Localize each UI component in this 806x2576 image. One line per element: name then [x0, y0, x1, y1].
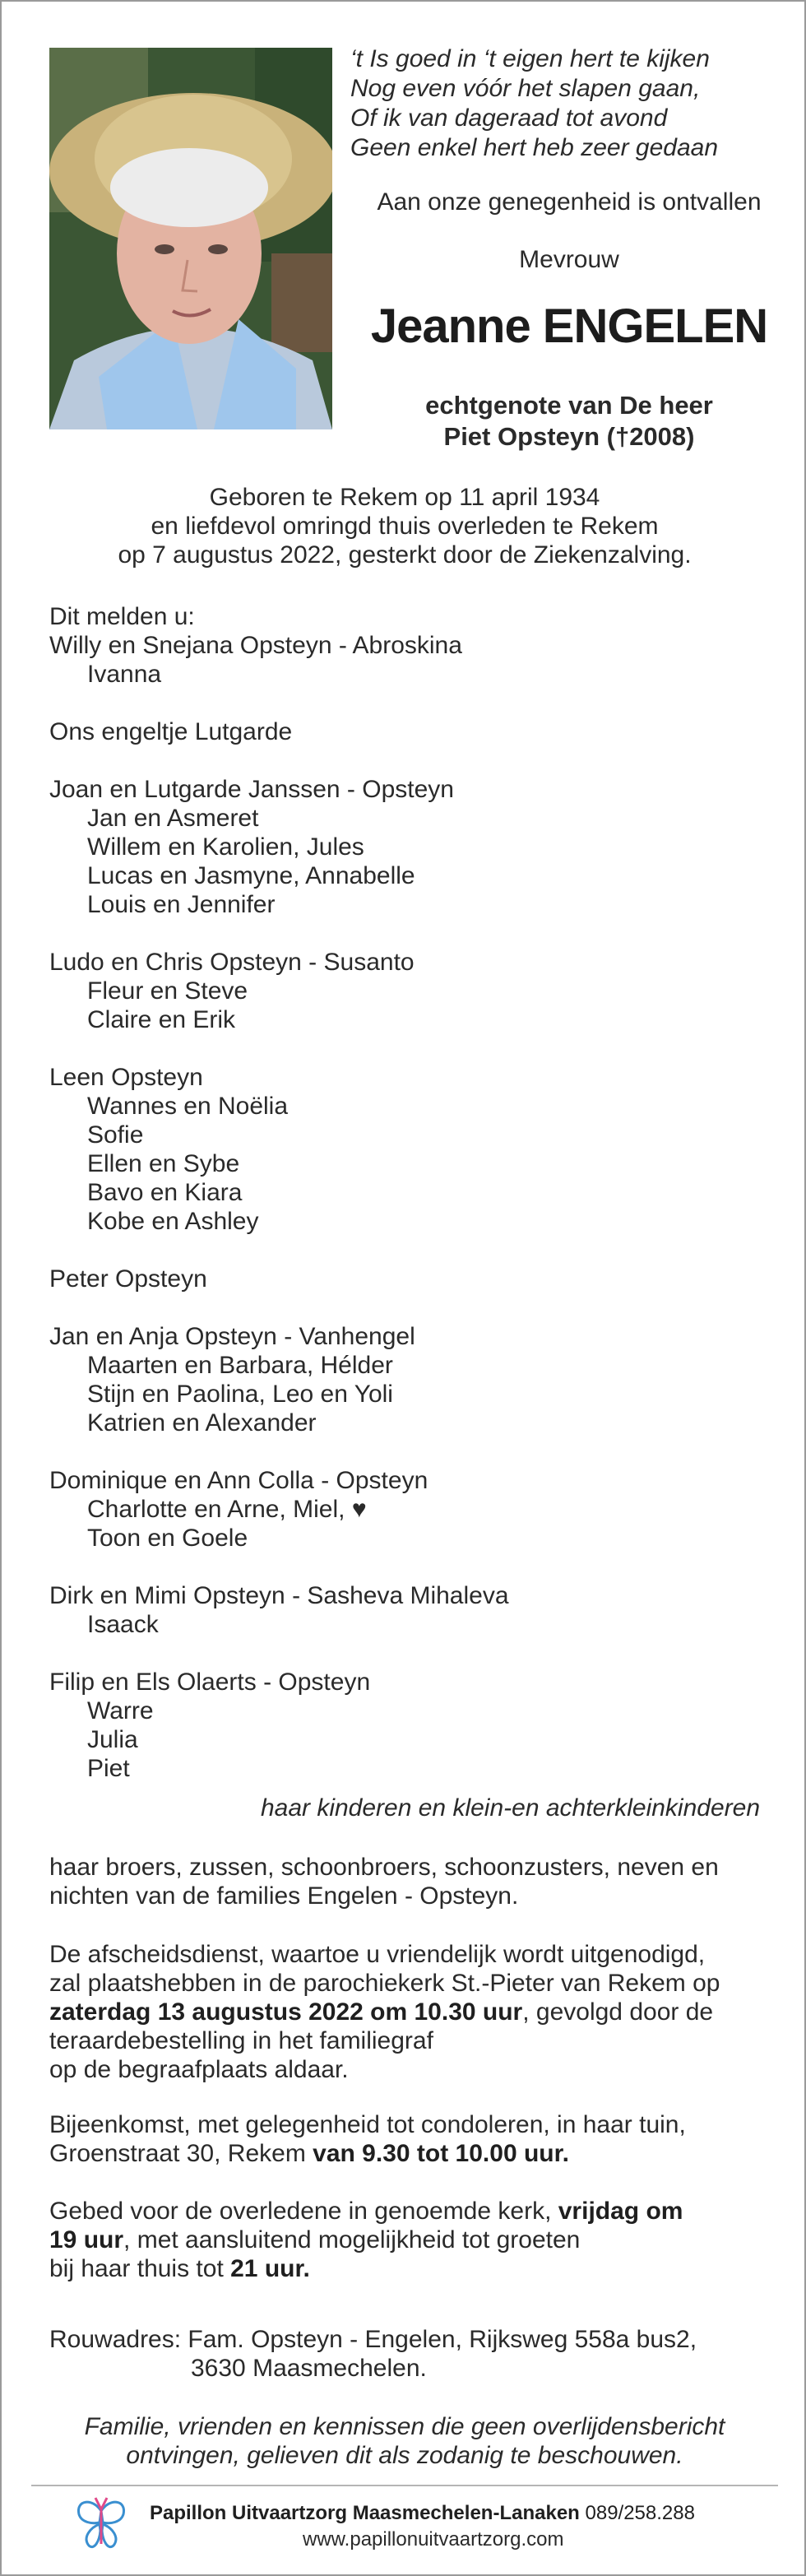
family-member: Warre: [87, 1697, 154, 1724]
spouse-info: [350, 390, 788, 453]
honorific: Mevrouw: [519, 246, 619, 273]
funeral-home-phone: 089/258.288: [585, 2502, 695, 2524]
service-line: De afscheidsdienst, waartoe u vriendelijk wordt uitgenodigd,: [49, 1941, 706, 1968]
family-member: Isaack: [87, 1611, 159, 1638]
final-line: ontvingen, gelieven dit als zodanig te beschouwen.: [126, 2442, 683, 2469]
family-member: Bavo en Kiara: [87, 1179, 243, 1206]
service-line: zal plaatshebben in de parochiekerk St.-Pieter van Rekem op: [49, 1970, 720, 1997]
family-head: Dominique en Ann Colla - Opsteyn: [49, 1467, 428, 1494]
family-head: Leen Opsteyn: [49, 1064, 203, 1091]
funeral-home-website[interactable]: www.papillonuitvaartzorg.com: [303, 2528, 564, 2550]
family-head: Jan en Anja Opsteyn - Vanhengel: [49, 1323, 415, 1350]
family-head: Ludo en Chris Opsteyn - Susanto: [49, 949, 415, 976]
closing-line: haar kinderen en klein-en achterkleinkinderen: [260, 1794, 760, 1822]
portrait-photo: [49, 48, 332, 429]
service-date: zaterdag 13 augustus 2022 om 10.30 uur: [49, 1998, 523, 2026]
family-member: Piet: [87, 1755, 130, 1782]
funeral-home-name: Papillon Uitvaartzorg Maasmechelen-Lanaken: [150, 2502, 580, 2524]
family-member: Louis en Jennifer: [87, 891, 276, 918]
final-notice: [2, 2412, 806, 2470]
spouse-line: Piet Opsteyn (†2008): [443, 422, 695, 451]
relatives-paragraph: [49, 1853, 773, 1910]
birth-line: op 7 augustus 2022, gesterkt door de Ziekenzalving.: [118, 541, 692, 569]
final-line: Familie, vrienden en kennissen die geen overlijdensbericht: [84, 2413, 725, 2440]
address-line: Rouwadres: Fam. Opsteyn - Engelen, Rijksweg 558a bus2,: [49, 2326, 697, 2353]
gathering-line: Groenstraat 30, Rekem van 9.30 tot 10.00 uur.: [49, 2140, 569, 2167]
family-member: Fleur en Steve: [87, 977, 248, 1005]
family-list: [49, 602, 773, 1783]
poem-line: Of ik van dageraad tot avond: [350, 104, 668, 132]
poem: [350, 44, 718, 163]
poem-line: ‘t Is goed in ‘t eigen hert te kijken: [350, 45, 710, 72]
family-member: Sofie: [87, 1121, 144, 1149]
family-member: Ivanna: [87, 661, 162, 688]
announcement: Aan onze genegenheid is ontvallen: [377, 188, 762, 216]
family-member: Lucas en Jasmyne, Annabelle: [87, 862, 415, 889]
family-member: Toon en Goele: [87, 1525, 248, 1552]
prayer-line: bij haar thuis tot 21 uur.: [49, 2255, 310, 2282]
family-head: Ons engeltje Lutgarde: [49, 718, 293, 745]
prayer-paragraph: [49, 2197, 773, 2283]
family-member: Maarten en Barbara, Hélder: [87, 1352, 393, 1379]
gathering-line: Bijeenkomst, met gelegenheid tot condoleren, in haar tuin,: [49, 2111, 686, 2138]
gathering-time: van 9.30 tot 10.00 uur.: [313, 2140, 569, 2167]
family-member: Claire en Erik: [87, 1006, 236, 1033]
service-line: teraardebestelling in het familiegraf: [49, 2027, 433, 2054]
family-member: Willem en Karolien, Jules: [87, 833, 364, 861]
poem-line: Nog even vóór het slapen gaan,: [350, 75, 701, 102]
family-member: Kobe en Ashley: [87, 1208, 259, 1235]
family-member: Wannes en Noëlia: [87, 1093, 289, 1120]
footer-divider: [31, 2485, 778, 2486]
family-member: Stijn en Paolina, Leo en Yoli: [87, 1381, 393, 1408]
birth-line: en liefdevol omringd thuis overleden te Rekem: [151, 513, 659, 540]
prayer-line: Gebed voor de overledene in genoemde kerk, vrijdag om: [49, 2198, 683, 2225]
family-head: Dirk en Mimi Opsteyn - Sasheva Mihaleva: [49, 1582, 509, 1609]
service-line: zaterdag 13 augustus 2022 om 10.30 uur, gevolgd door de: [49, 1998, 714, 2026]
portrait-image: [49, 48, 332, 429]
address-paragraph: [49, 2325, 773, 2383]
family-member: Ellen en Sybe: [87, 1150, 240, 1177]
birth-line: Geboren te Rekem op 11 april 1934: [209, 484, 600, 511]
family-member: Charlotte en Arne, Miel, ♥: [87, 1496, 367, 1523]
service-line: op de begraafplaats aldaar.: [49, 2056, 349, 2083]
butterfly-logo-icon: [72, 2495, 130, 2552]
spouse-line: echtgenote van De heer: [425, 391, 713, 420]
relatives-line: nichten van de families Engelen - Opsteyn.: [49, 1882, 519, 1910]
gathering-paragraph: [49, 2110, 773, 2168]
poem-line: Geen enkel hert heb zeer gedaan: [350, 134, 718, 161]
relatives-line: haar broers, zussen, schoonbroers, schoonzusters, neven en: [49, 1854, 719, 1881]
address-line: 3630 Maasmechelen.: [191, 2355, 427, 2382]
birth-death-info: [2, 483, 806, 569]
family-intro: Dit melden u:: [49, 603, 195, 630]
family-member: Julia: [87, 1726, 138, 1753]
family-member: Jan en Asmeret: [87, 805, 259, 832]
prayer-line: 19 uur, met aansluitend mogelijkheid tot groeten: [49, 2226, 581, 2253]
family-head: Peter Opsteyn: [49, 1265, 207, 1293]
deceased-name: Jeanne ENGELEN: [370, 299, 768, 353]
funeral-home: [150, 2501, 695, 2526]
service-paragraph: [49, 1940, 773, 2084]
family-head: Willy en Snejana Opsteyn - Abroskina: [49, 632, 462, 659]
family-head: Filip en Els Olaerts - Opsteyn: [49, 1669, 371, 1696]
family-head: Joan en Lutgarde Janssen - Opsteyn: [49, 776, 454, 803]
family-member: Katrien en Alexander: [87, 1409, 317, 1437]
